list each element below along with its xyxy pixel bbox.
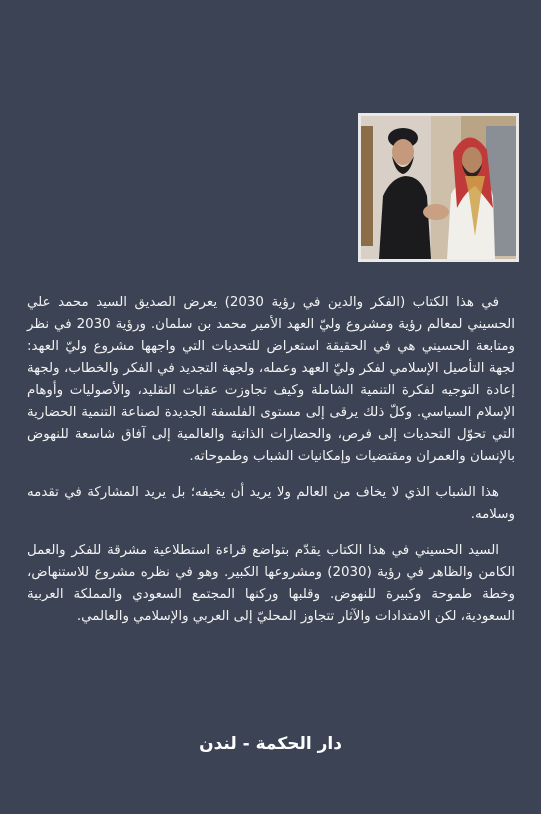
paragraph-2: هذا الشباب الذي لا يخاف من العالم ولا يريد أن يخيفه؛ بل يريد المشاركة في تقدمه وسلامه. bbox=[27, 485, 515, 522]
cover-photo bbox=[358, 113, 519, 262]
back-cover-text bbox=[27, 292, 515, 628]
paragraph-1: في هذا الكتاب (الفكر والدين في رؤية 2030) يعرض الصديق السيد محمد علي الحسيني لمعالم رؤية ومشروع وليّ العهد الأمير محمد بن سلمان. ورؤية 2030 في نظر ومتابعة الحسيني هي في الحقيقة استعراض للتحديات التي واجهها مشروع وليّ العهد: لجهة التأصيل الإسلامي لفكر وليّ العهد وعمله، ولجهة التجديد في الفكر والخطاب، ولجهة إعادة التوجيه لفكرة التنمية الشاملة وكيف تجاوزت عقبات التقليد، والأصوليات وأوهام الإسلام السياسي. وكلّ ذلك يرقى إلى مستوى الفلسفة الجديدة لصناعة التنمية الحضارية التي تحوّل التحديات إلى فرص، والحضارات الذاتية والعالمية إلى آفاق شاسعة للنهوض بالإنسان والعمران ومقتضيات وإمكانيات الشباب وطموحاته. bbox=[27, 295, 515, 464]
publisher-name: دار الحكمة - لندن bbox=[199, 734, 342, 754]
paragraph-3: السيد الحسيني في هذا الكتاب يقدّم بتواضع قراءة استطلاعية مشرقة للفكر والعمل الكامن والظاهر في رؤية (2030) ومشروعها الكبير. وهو في نظره مشروع للاستنهاض، وخطة طموحة وكبيرة للنهوض. وقلبها وركنها المجتمع السعودي والمملكة العربية السعودية، لكن الامتدادات والآثار تتجاوز المحليّ إلى العربي والإسلامي والعالمي. bbox=[27, 543, 515, 624]
